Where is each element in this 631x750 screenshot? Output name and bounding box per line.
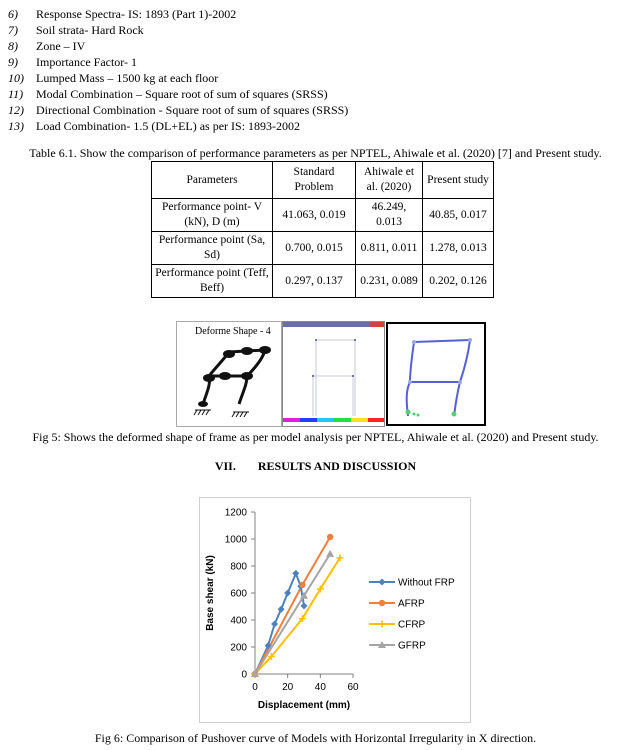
section-number: VII.	[214, 459, 236, 473]
table-caption: Table 6.1. Show the comparison of performance parameters as per NPTEL, Ahiwale et al. (2020) [7] and Present study.	[29, 146, 602, 160]
list-item-text: Soil strata- Hard Rock	[36, 23, 144, 37]
table-cell: 0.297, 0.137	[273, 265, 356, 298]
pushover-chart-svg	[199, 497, 471, 723]
header-parameters: Parameters	[152, 162, 273, 199]
list-item	[8, 22, 618, 38]
table-cell: 0.811, 0.011	[356, 232, 423, 265]
legend-label: Without FRP	[398, 577, 455, 589]
list-item	[8, 86, 618, 102]
y-tick-label: 1000	[224, 534, 247, 546]
y-tick-label: 1200	[224, 507, 247, 519]
list-item	[8, 54, 618, 70]
data-point	[299, 582, 305, 588]
software-frame-icon	[283, 322, 384, 426]
header-present-study: Present study	[423, 162, 494, 199]
data-point	[327, 534, 333, 540]
present-study-frame-icon	[388, 324, 484, 424]
comparison-table	[151, 161, 494, 298]
list-item-text: Directional Combination - Square root of sum of squares (SRSS)	[36, 103, 349, 117]
list-item	[8, 38, 618, 54]
section-heading	[0, 459, 631, 474]
present-study-frame	[386, 322, 486, 426]
list-item-text: Lumped Mass – 1500 kg at each floor	[36, 71, 219, 85]
header-ahiwale: Ahiwale et al. (2020)	[356, 162, 423, 199]
list-item	[8, 118, 618, 134]
list-item-number: 6)	[8, 7, 18, 21]
frame-sketch-icon	[177, 322, 281, 426]
table-cell: 0.202, 0.126	[423, 265, 494, 298]
x-tick-label: 0	[252, 682, 258, 693]
deformed-shape-sketch	[176, 321, 282, 427]
list-item	[8, 6, 618, 22]
list-item-number: 7)	[8, 23, 18, 37]
list-item-text: Zone – IV	[36, 39, 86, 53]
table-cell: Performance point- V (kN), D (m)	[152, 199, 273, 232]
list-item-number: 12)	[8, 103, 24, 117]
figure5-caption: Fig 5: Shows the deformed shape of frame as per model analysis per NPTEL, Ahiwale et al. (2020) and Present study.	[32, 430, 599, 444]
section-title: RESULTS AND DISCUSSION	[257, 459, 417, 473]
table-row	[152, 232, 494, 265]
list-item-text: Response Spectra- IS: 1893 (Part 1)-2002	[36, 7, 237, 21]
y-tick-label: 400	[230, 615, 247, 627]
list-item-number: 10)	[8, 71, 24, 85]
list-item-text: Importance Factor- 1	[36, 55, 138, 69]
chart-border	[200, 498, 471, 723]
list-item	[8, 102, 618, 118]
y-axis-title: Base shear (kN)	[205, 555, 216, 631]
table-cell: Performance point (Sa, Sd)	[152, 232, 273, 265]
y-tick-label: 600	[230, 588, 247, 600]
x-tick-label: 60	[347, 682, 359, 693]
legend-label: CFRP	[398, 619, 426, 631]
list-item-text: Modal Combination – Square root of sum of squares (SRSS)	[36, 87, 328, 101]
software-frame-model	[282, 321, 385, 427]
table-cell: Performance point (Teff, Beff)	[152, 265, 273, 298]
y-tick-label: 800	[230, 561, 247, 573]
table-cell: 40.85, 0.017	[423, 199, 494, 232]
list-item-number: 8)	[8, 39, 18, 53]
parameter-list	[8, 6, 618, 134]
list-item-number: 9)	[8, 55, 18, 69]
sketch-title: Deforme Shape - 4	[195, 326, 271, 337]
table-header-row	[152, 162, 494, 199]
list-item-number: 13)	[8, 119, 24, 133]
data-point	[379, 600, 385, 606]
y-tick-label: 200	[230, 642, 247, 654]
y-tick-label: 0	[241, 669, 247, 681]
table-cell: 0.231, 0.089	[356, 265, 423, 298]
x-axis-title: Displacement (mm)	[257, 700, 351, 711]
legend-label: GFRP	[398, 640, 426, 652]
x-tick-label: 40	[314, 682, 326, 693]
table-cell: 1.278, 0.013	[423, 232, 494, 265]
pushover-chart	[199, 497, 471, 723]
x-tick-label: 20	[282, 682, 294, 693]
header-standard-problem: Standard Problem	[273, 162, 356, 199]
table-cell: 41.063, 0.019	[273, 199, 356, 232]
list-item-number: 11)	[8, 87, 24, 101]
list-item-text: Load Combination- 1.5 (DL+EL) as per IS: 1893-2002	[36, 119, 301, 133]
table-row	[152, 265, 494, 298]
figure6-caption: Fig 6: Comparison of Pushover curve of Models with Horizontal Irregularity in X direction.	[94, 731, 537, 745]
table-cell: 46.249, 0.013	[356, 199, 423, 232]
table-row	[152, 199, 494, 232]
table-cell: 0.700, 0.015	[273, 232, 356, 265]
list-item	[8, 70, 618, 86]
legend-label: AFRP	[398, 598, 425, 610]
